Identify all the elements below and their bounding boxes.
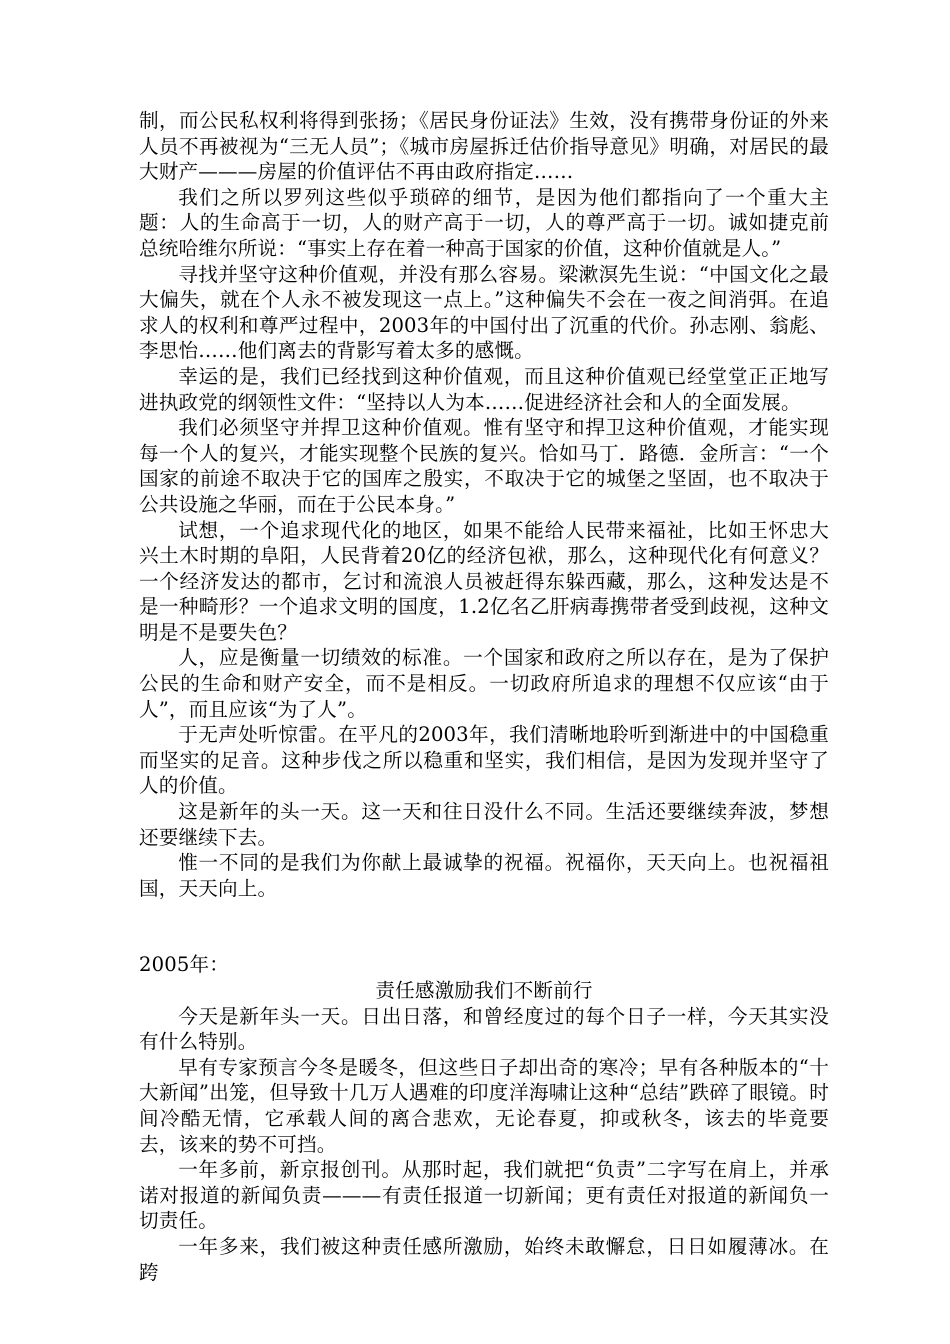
paragraph: 今天是新年头一天。日出日落，和曾经度过的每个日子一样，今天其实没有什么特别。 (139, 1004, 829, 1054)
paragraph: 我们之所以罗列这些似乎琐碎的细节，是因为他们都指向了一个重大主题：人的生命高于一切，人的财产高于一切，人的尊严高于一切。诚如捷克前总统哈维尔所说：“事实上存在着一种高于国家的价值，这种价值就是人。” (139, 185, 829, 260)
year-heading: 2005年： (139, 953, 229, 977)
paragraph-continuation: 制，而公民私权利将得到张扬；《居民身份证法》生效，没有携带身份证的外来人员不再被视为“三无人员”；《城市房屋拆迁估价指导意见》明确，对居民的最大财产———房屋的价值评估不再由政府指定…… (139, 109, 829, 184)
paragraph: 寻找并坚守这种价值观，并没有那么容易。梁漱溟先生说：“中国文化之最大偏失，就在个人永不被发现这一点上。”这种偏失不会在一夜之间消弭。在追求人的权利和尊严过程中，2003年的中国付出了沉重的代价。孙志刚、翁彪、李思怡……他们离去的背影写着太多的感慨。 (139, 262, 829, 363)
paragraph: 一年多来，我们被这种责任感所激励，始终未敢懈怠，日日如履薄冰。在跨 (139, 1234, 829, 1284)
paragraph: 人，应是衡量一切绩效的标准。一个国家和政府之所以存在，是为了保护公民的生命和财产安全，而不是相反。一切政府所追求的理想不仅应该“由于人”，而且应该“为了人”。 (139, 646, 829, 721)
paragraph: 我们必须坚守并捍卫这种价值观。惟有坚守和捍卫这种价值观，才能实现每一个人的复兴，才能实现整个民族的复兴。恰如马丁．路德．金所言：“一个国家的前途不取决于它的国库之殷实，不取决于它的城堡之坚固，也不取决于公共设施之华丽，而在于公民本身。” (139, 416, 829, 516)
paragraph: 这是新年的头一天。这一天和往日没什么不同。生活还要继续奔波，梦想还要继续下去。 (139, 800, 829, 849)
paragraph: 一年多前，新京报创刊。从那时起，我们就把“负责”二字写在肩上，并承诺对报道的新闻负责———有责任报道一切新闻；更有责任对报道的新闻负一切责任。 (139, 1158, 829, 1233)
paragraph: 早有专家预言今冬是暖冬，但这些日子却出奇的寒冷；早有各种版本的“十大新闻”出笼，但导致十几万人遇难的印度洋海啸让这种“总结”跌碎了眼镜。时间冷酷无情，它承载人间的离合悲欢，无论春夏，抑或秋冬，该去的毕竟要去，该来的势不可挡。 (139, 1055, 829, 1156)
paragraph: 惟一不同的是我们为你献上最诚挚的祝福。祝福你，天天向上。也祝福祖国，天天向上。 (139, 851, 829, 900)
article-title: 责任感激励我们不断前行 (375, 979, 593, 1002)
section-spacer (139, 901, 829, 952)
paragraph: 幸运的是，我们已经找到这种价值观，而且这种价值观已经堂堂正正地写进执政党的纲领性文件：“坚持以人为本……促进经济社会和人的全面发展。 (139, 364, 829, 414)
document-page (139, 108, 829, 1285)
paragraph: 于无声处听惊雷。在平凡的2003年，我们清晰地聆听到渐进中的中国稳重而坚实的足音。这种步伐之所以稳重和坚实，我们相信，是因为发现并坚守了人的价值。 (139, 723, 829, 798)
paragraph: 试想，一个追求现代化的地区，如果不能给人民带来福祉，比如王怀忠大兴土木时期的阜阳，人民背着20亿的经济包袱，那么，这种现代化有何意义？一个经济发达的都市，乞讨和流浪人员被赶得东躲西藏，那么，这种发达是不是一种畸形？一个追求文明的国度，1.2亿名乙肝病毒携带者受到歧视，这种文明是不是要失色？ (139, 518, 829, 644)
